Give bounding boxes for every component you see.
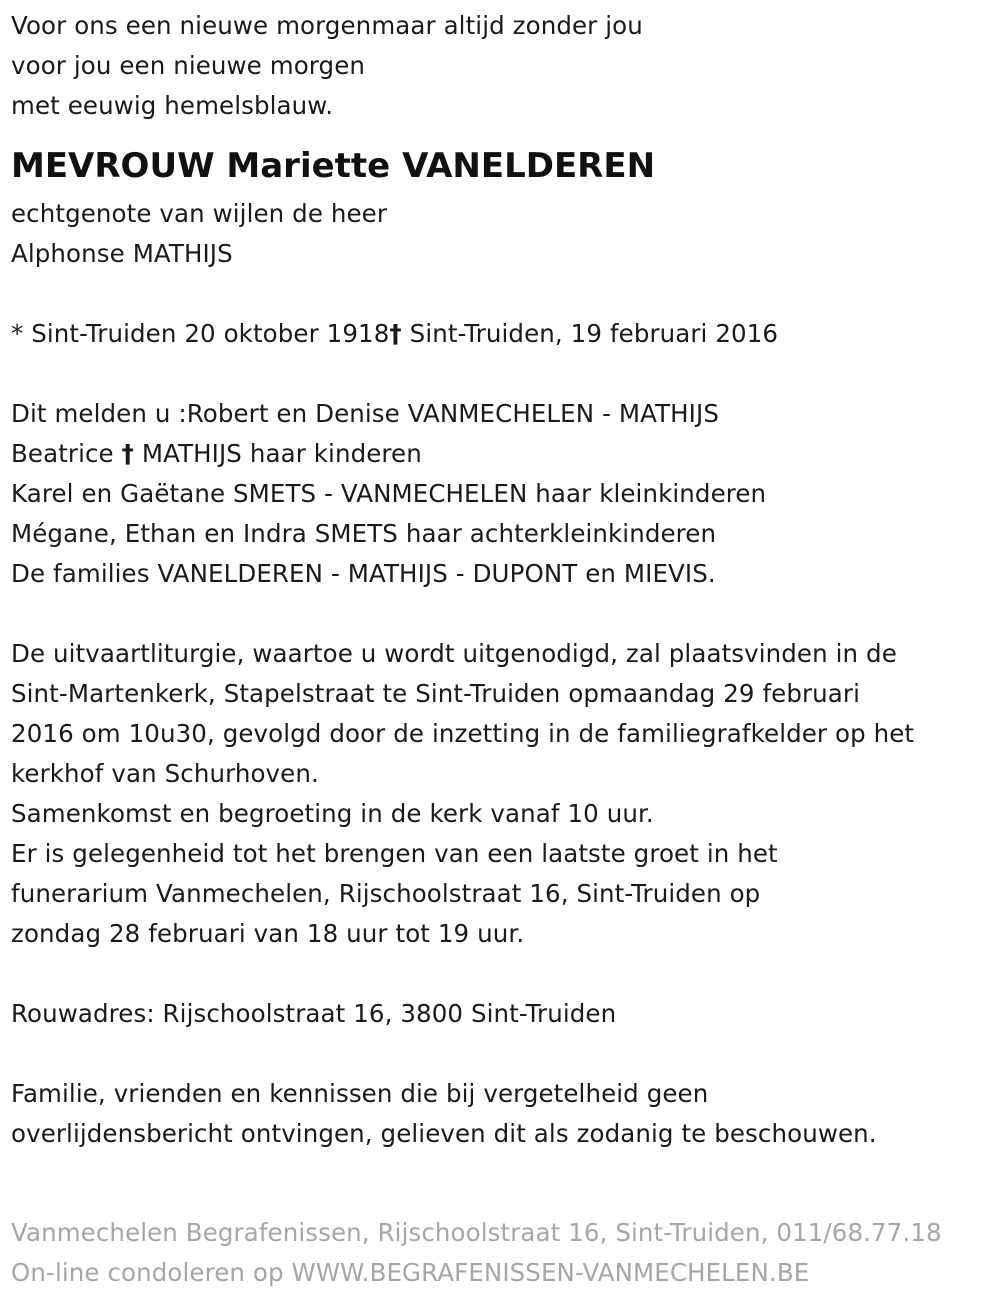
ceremony-block (11, 634, 991, 954)
ceremony-line: Sint-Martenkerk, Stapelstraat te Sint-Truiden opmaandag 29 februari (11, 679, 860, 708)
ceremony-line: 2016 om 10u30, gevolgd door de inzetting in de familiegrafkelder op het (11, 719, 915, 748)
condolence-link[interactable]: On-line condoleren op WWW.BEGRAFENISSEN-VANMECHELEN.BE (11, 1258, 810, 1287)
birth-date: * Sint-Truiden 20 oktober 1918 (11, 319, 390, 348)
funeral-home-contact: Vanmechelen Begrafenissen, Rijschoolstraat 16, Sint-Truiden, 011/68.77.18 (11, 1218, 942, 1247)
spacer (11, 274, 991, 314)
family-line: De families VANELDEREN - MATHIJS - DUPONT en MIEVIS. (11, 559, 716, 588)
spouse-name: Alphonse MATHIJS (11, 239, 233, 268)
cross-icon: † (389, 319, 402, 348)
verse-line: voor jou een nieuwe morgen (11, 51, 365, 80)
family-line (11, 434, 991, 474)
spacer (11, 1034, 991, 1074)
verse-line: met eeuwig hemelsblauw. (11, 91, 334, 120)
notice-line: overlijdensbericht ontvingen, gelieven dit als zodanig te beschouwen. (11, 1119, 877, 1148)
family-line: Karel en Gaëtane SMETS - VANMECHELEN haar kleinkinderen (11, 479, 767, 508)
ceremony-line: funerarium Vanmechelen, Rijschoolstraat 16, Sint-Truiden op (11, 879, 761, 908)
deceased-name: MEVROUW Mariette VANELDEREN (11, 146, 656, 186)
funeral-home-footer (11, 1213, 996, 1293)
mourning-address: Rouwadres: Rijschoolstraat 16, 3800 Sint-Truiden (11, 999, 617, 1028)
ceremony-line: kerkhof van Schurhoven. (11, 759, 319, 788)
ceremony-line: Samenkomst en begroeting in de kerk vanaf 10 uur. (11, 799, 654, 828)
spacer (11, 954, 991, 994)
death-date: Sint-Truiden, 19 februari 2016 (401, 319, 779, 348)
cross-icon: † (121, 439, 134, 468)
spacer (11, 594, 991, 634)
family-member-name: Beatrice (11, 439, 122, 468)
obituary-notice (11, 6, 991, 1154)
spouse-relation: echtgenote van wijlen de heer (11, 199, 388, 228)
ceremony-line: Er is gelegenheid tot het brengen van een laatste groet in het (11, 839, 778, 868)
verse-block (11, 6, 991, 126)
verse-line: Voor ons een nieuwe morgenmaar altijd zonder jou (11, 11, 643, 40)
spacer (11, 354, 991, 394)
life-dates (11, 314, 991, 354)
ceremony-line: De uitvaartliturgie, waartoe u wordt uitgenodigd, zal plaatsvinden in de (11, 639, 897, 668)
notice-block (11, 1074, 991, 1154)
family-line: Mégane, Ethan en Indra SMETS haar achterkleinkinderen (11, 519, 717, 548)
family-line: Dit melden u :Robert en Denise VANMECHELEN - MATHIJS (11, 399, 719, 428)
family-member-rest: MATHIJS haar kinderen (133, 439, 422, 468)
notice-line: Familie, vrienden en kennissen die bij vergetelheid geen (11, 1079, 709, 1108)
family-block (11, 394, 991, 594)
ceremony-line: zondag 28 februari van 18 uur tot 19 uur. (11, 919, 525, 948)
